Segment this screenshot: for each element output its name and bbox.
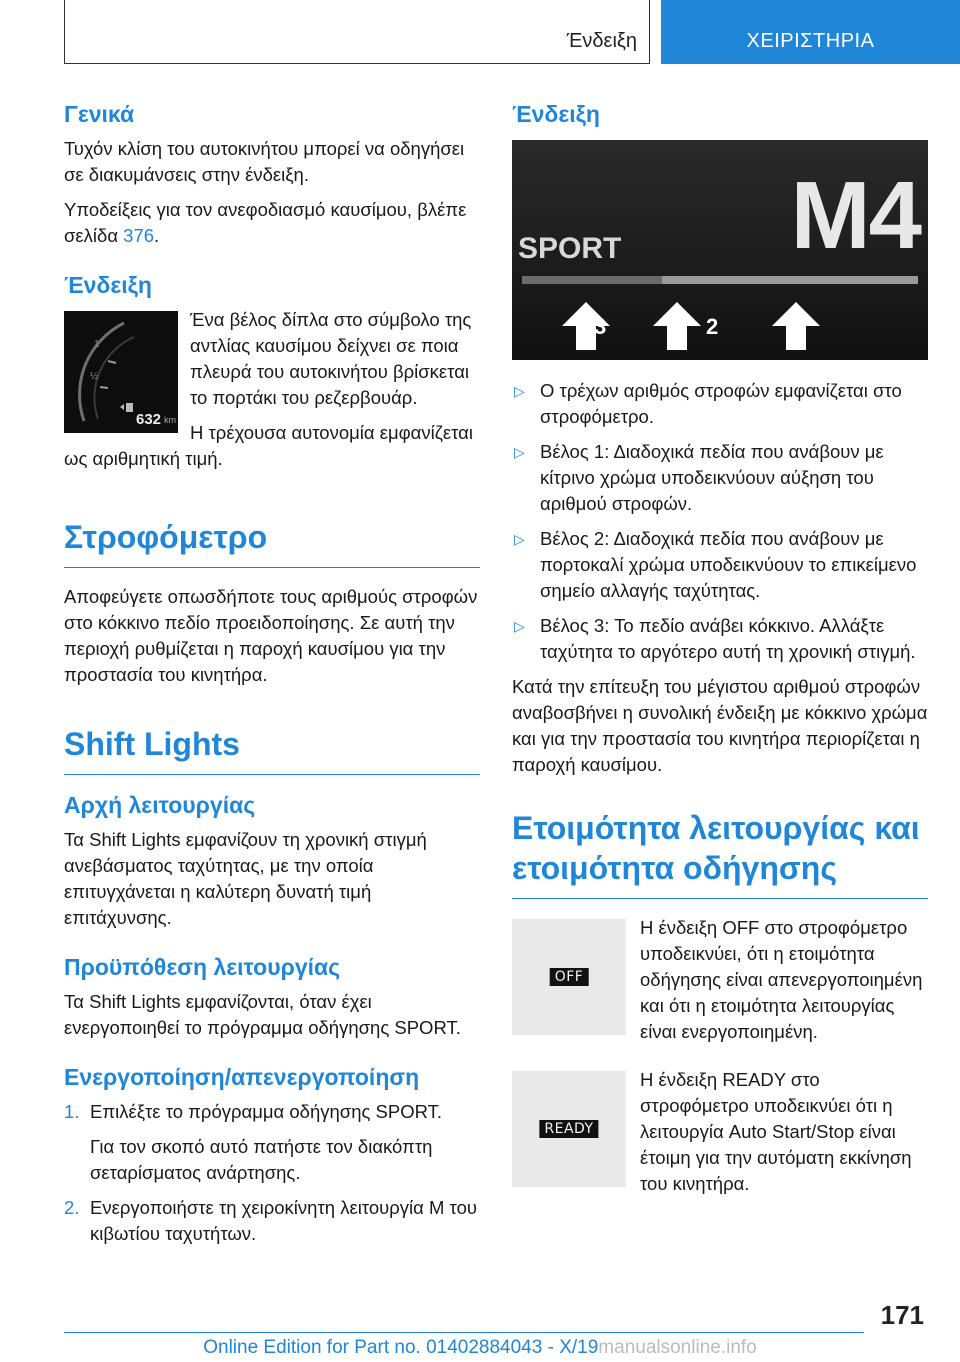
figure-arrow-label-1: 1	[794, 314, 807, 339]
shift-lights-bullets	[512, 378, 928, 665]
display-paragraph-1: Ένα βέλος δίπλα στο σύμβολο της αντλίας καυσίμου δείχνει σε ποια πλευρά του αυτοκινήτου βρίσκεται το πορτάκι του ρεζερβουάρ.	[190, 309, 472, 408]
header-chapter-tab	[661, 0, 960, 64]
footer-edition	[0, 1337, 960, 1359]
page-number: 171	[880, 1300, 924, 1330]
requirement-heading: Προϋπόθεση λειτουργίας	[64, 954, 341, 980]
list-item	[512, 439, 928, 517]
step-number: 2.	[64, 1197, 80, 1218]
max-rpm-paragraph: Κατά την επίτευξη του μέγιστου αριθμού στροφών αναβοσβήνει η συνολική ένδειξη με κόκκινο χρώμα και για την προστασία του κινητήρα περιορίζεται η παροχή καυσίμου.	[512, 676, 928, 775]
function-principle-paragraph: Τα Shift Lights εμφανίζουν τη χρονική στιγμή ανεβάσματος ταχύτητας, με την οποία επιτυγχάνεται η καλύτερη δυνατή τιμή επιτάχυνσης.	[64, 829, 427, 928]
footer-edition-text: Online Edition for Part no. 01402884043 - X/19	[203, 1337, 599, 1358]
header-section-title: Ένδειξη	[566, 30, 637, 52]
figure-gear-indicator: M4	[790, 162, 920, 269]
page-header	[64, 0, 960, 64]
header-chapter-title: ΧΕΙΡΙΣΤΗΡΙΑ	[746, 30, 875, 52]
off-indicator-text: Η ένδειξη OFF στο στροφόμετρο υποδεικνύει, ότι η ετοιμότητα οδήγησης είναι απενεργοποιημένη και ότι η ετοιμότητα λειτουργίας είναι ενεργοποιημένη.	[640, 917, 923, 1042]
activation-step	[64, 1195, 480, 1247]
step-text: Επιλέξτε το πρόγραμμα οδήγησης SPORT.	[90, 1101, 443, 1122]
triangle-bullet-icon: ▷	[514, 618, 525, 634]
gauge-range-value: 632	[136, 411, 162, 428]
header-section-box	[64, 0, 650, 64]
step-number: 1.	[64, 1101, 80, 1122]
figure-mode-label: SPORT	[518, 232, 622, 265]
fuel-gauge-block	[64, 307, 480, 481]
triangle-bullet-icon: ▷	[514, 531, 525, 547]
ready-indicator-image	[512, 1071, 626, 1187]
display-paragraph-2: Η τρέχουσα αυτονομία εμφανίζεται ως αριθμητική τιμή.	[64, 422, 473, 469]
off-indicator-image	[512, 919, 626, 1035]
requirement-paragraph: Τα Shift Lights εμφανίζονται, όταν έχει ενεργοποιηθεί το πρόγραμμα οδήγησης SPORT.	[64, 991, 461, 1038]
triangle-bullet-icon: ▷	[514, 444, 525, 460]
figure-arrow-label-2: 2	[706, 314, 719, 339]
activation-heading: Ενεργοποίηση/απενεργοποίηση	[64, 1064, 420, 1090]
list-item	[512, 526, 928, 604]
step-subtext: Για τον σκοπό αυτό πατήστε τον διακόπτη σεταρίσματος ανάρτησης.	[90, 1136, 433, 1183]
activation-step	[64, 1099, 480, 1186]
step-text: Ενεργοποιήστε τη χειροκίνητη λειτουργία M του κιβωτίου ταχυτήτων.	[90, 1197, 477, 1244]
shift-display-heading: Ένδειξη	[512, 101, 600, 127]
general-paragraph-2	[64, 197, 480, 249]
general-paragraph-2-end: .	[154, 225, 160, 246]
off-indicator-block	[512, 915, 928, 1045]
ready-indicator-text: Η ένδειξη READY στο στροφόμετρο υποδεικνύει ότι η λειτουργία Auto Start/Stop είναι έτοιμη για την αυτόματη εκκίνηση του κινητήρα.	[640, 1069, 912, 1194]
tachometer-heading: Στροφόμετρο	[64, 517, 480, 568]
bullet-text: Ο τρέχων αριθμός στροφών εμφανίζεται στο στροφόμετρο.	[540, 380, 902, 427]
readiness-heading: Ετοιμότητα λειτουργίας και ετοιμότητα οδήγησης	[512, 808, 928, 899]
shift-lights-figure	[512, 140, 928, 360]
activation-steps	[64, 1099, 480, 1247]
left-column	[64, 100, 480, 1256]
general-paragraph-1: Τυχόν κλίση του αυτοκινήτου μπορεί να οδηγήσει σε διακυμάνσεις στην ένδειξη.	[64, 138, 465, 185]
list-item	[512, 378, 928, 430]
gauge-label-one: 1	[94, 339, 100, 350]
triangle-bullet-icon: ▷	[514, 383, 525, 399]
footer-watermark: manualsonline.info	[598, 1337, 757, 1358]
bullet-text: Βέλος 2: Διαδοχικά πεδία που ανάβουν με πορτοκαλί χρώμα υποδεικνύουν το επικείμενο σημείο αλλαγής ταχύτητας.	[540, 528, 917, 601]
ready-indicator-tag: READY	[539, 1120, 598, 1138]
ready-indicator-block	[512, 1067, 928, 1197]
function-principle-heading: Αρχή λειτουργίας	[64, 792, 256, 818]
shift-lights-heading: Shift Lights	[64, 724, 480, 775]
gauge-range-unit: km	[164, 415, 176, 425]
figure-arrow-label-3: 3	[594, 314, 607, 339]
tachometer-paragraph: Αποφεύγετε οπωσδήποτε τους αριθμούς στροφών στο κόκκινο πεδίο προειδοποίησης. Σε αυτή την περιοχή ρυθμίζεται η παροχή καυσίμου για την προστασία του κινητήρα.	[64, 586, 478, 685]
list-item	[512, 613, 928, 665]
footer-divider	[64, 1332, 864, 1333]
page-reference-link[interactable]: 376	[123, 225, 155, 246]
fuel-gauge-image	[64, 311, 178, 433]
bullet-text: Βέλος 3: Το πεδίο ανάβει κόκκινο. Αλλάξτε ταχύτητα το αργότερο αυτή τη χρονική στιγμή.	[540, 615, 916, 662]
off-indicator-tag: OFF	[550, 968, 589, 986]
general-paragraph-2-text: Υποδείξεις για τον ανεφοδιασμό καυσίμου, βλέπε σελίδα	[64, 199, 467, 246]
display-heading: Ένδειξη	[64, 272, 152, 298]
general-heading: Γενικά	[64, 101, 135, 127]
gauge-label-half: ½	[90, 371, 99, 382]
bullet-text: Βέλος 1: Διαδοχικά πεδία που ανάβουν με κίτρινο χρώμα υποδεικνύουν αύξηση του αριθμού στροφών.	[540, 441, 884, 514]
right-column	[512, 100, 928, 1207]
